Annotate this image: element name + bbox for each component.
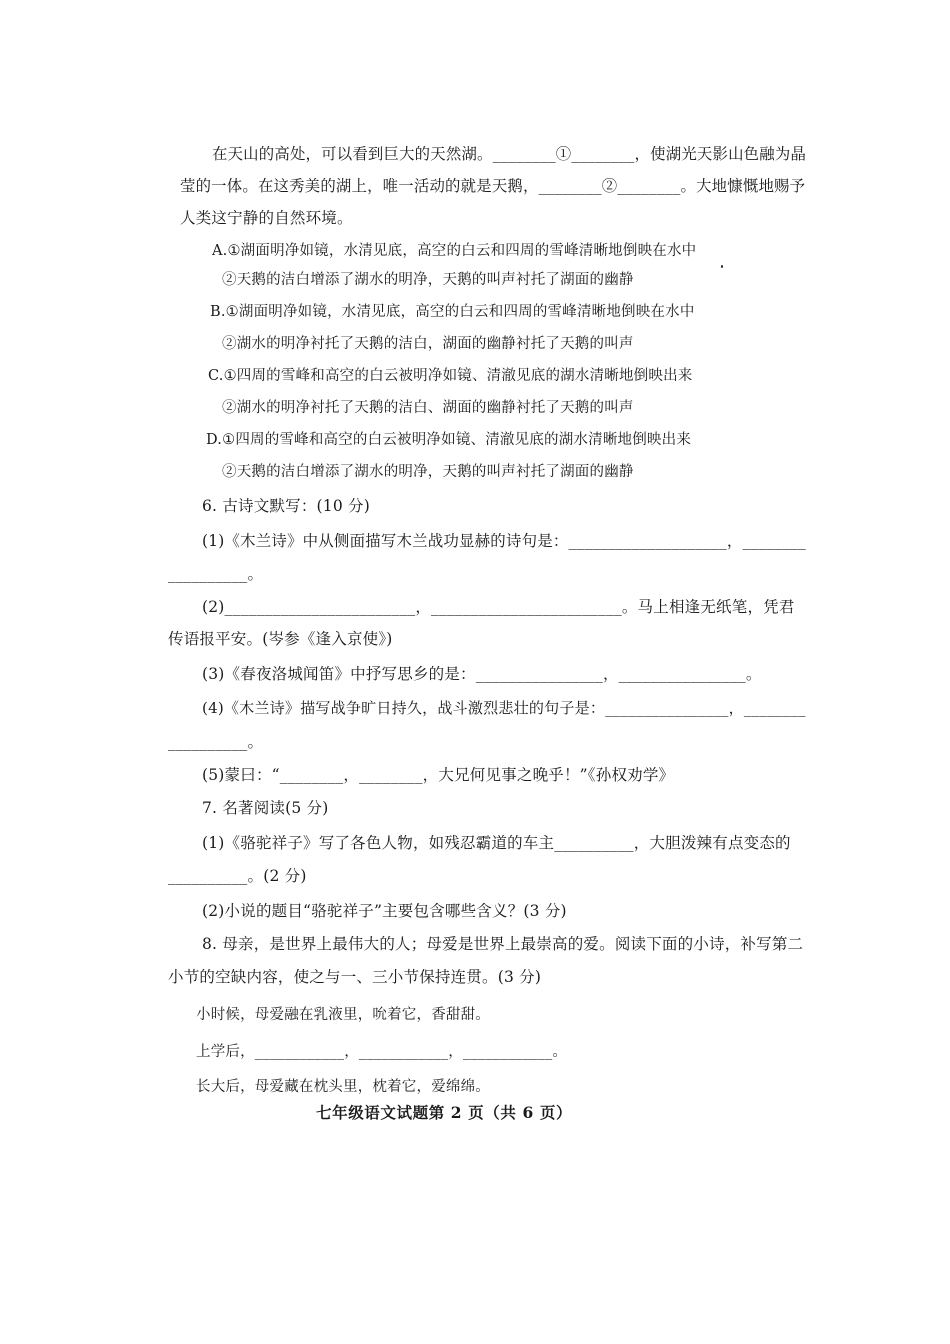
passage-line: 人类这宁静的自然环境。 <box>180 209 353 227</box>
scan-speck <box>721 265 723 268</box>
question-line: (3)《春夜洛城闻笛》中抒写思乡的是：________________，________________。 <box>202 665 762 683</box>
question-line: 传语报平安。(岑参《逢入京使》) <box>168 630 393 648</box>
passage-line: 在天山的高处，可以看到巨大的天然湖。________①________，使湖光天影山色融为晶 <box>212 145 807 163</box>
passage-line: 莹的一体。在这秀美的湖上，唯一活动的就是天鹅，________②________。大地慷慨地赐予 <box>180 177 806 195</box>
question-title: 7. 名著阅读(5 分) <box>202 799 329 817</box>
option-c-line: ②湖水的明净衬托了天鹅的洁白、湖面的幽静衬托了天鹅的叫声 <box>222 400 634 416</box>
question-line: __________。 <box>168 565 264 583</box>
page-footer: 七年级语文试题第 2 页（共 6 页） <box>316 1103 573 1122</box>
option-b-line: ②湖水的明净衬托了天鹅的洁白，湖面的幽静衬托了天鹅的叫声 <box>222 336 634 352</box>
option-c-line: C.①四周的雪峰和高空的白云被明净如镜、清澈见底的湖水清晰地倒映出来 <box>208 368 693 384</box>
question-line: 小节的空缺内容，使之与一、三小节保持连贯。(3 分) <box>168 968 542 986</box>
option-b-line: B.①湖面明净如镜，水清见底，高空的白云和四周的雪峰清晰地倒映在水中 <box>210 304 695 320</box>
question-line: (2)小说的题目“骆驼祥子”主要包含哪些含义？(3 分) <box>202 902 567 920</box>
poem-line: 小时候，母爱融在乳液里，吮着它，香甜甜。 <box>196 1007 490 1023</box>
option-a-line: A.①湖面明净如镜，水清见底，高空的白云和四周的雪峰清晰地倒映在水中 <box>212 243 697 259</box>
question-line: 8. 母亲，是世界上最伟大的人；母爱是世界上最崇高的爱。阅读下面的小诗，补写第二 <box>202 935 804 953</box>
question-line: (4)《木兰诗》描写战争旷日持久，战斗激烈悲壮的句子是：________________，________ <box>202 699 806 717</box>
question-line: (1)《骆驼祥子》写了各色人物，如残忍霸道的车主__________，大胆泼辣有点变态的 <box>202 834 791 852</box>
question-line: (1)《木兰诗》中从侧面描写木兰战功显赫的诗句是：____________________，________ <box>202 532 806 550</box>
question-line: __________。(2 分) <box>168 867 307 885</box>
question-line: (5)蒙曰：“________，________，大兄何见事之晚乎！”《孙权劝学》 <box>202 766 675 784</box>
option-d-line: ②天鹅的洁白增添了湖水的明净，天鹅的叫声衬托了湖面的幽静 <box>222 464 634 480</box>
question-line: __________。 <box>168 733 264 751</box>
question-title: 6. 古诗文默写：(10 分) <box>202 497 370 515</box>
option-a-line: ②天鹅的洁白增添了湖水的明净，天鹅的叫声衬托了湖面的幽静 <box>222 272 634 288</box>
question-line: (2)________________________，________________________。马上相逢无纸笔，凭君 <box>202 598 795 616</box>
poem-line: 长大后，母爱藏在枕头里，枕着它，爱绵绵。 <box>196 1079 490 1095</box>
poem-line: 上学后，____________，____________，____________。 <box>196 1044 568 1060</box>
option-d-line: D.①四周的雪峰和高空的白云被明净如镜、清澈见底的湖水清晰地倒映出来 <box>206 432 692 448</box>
